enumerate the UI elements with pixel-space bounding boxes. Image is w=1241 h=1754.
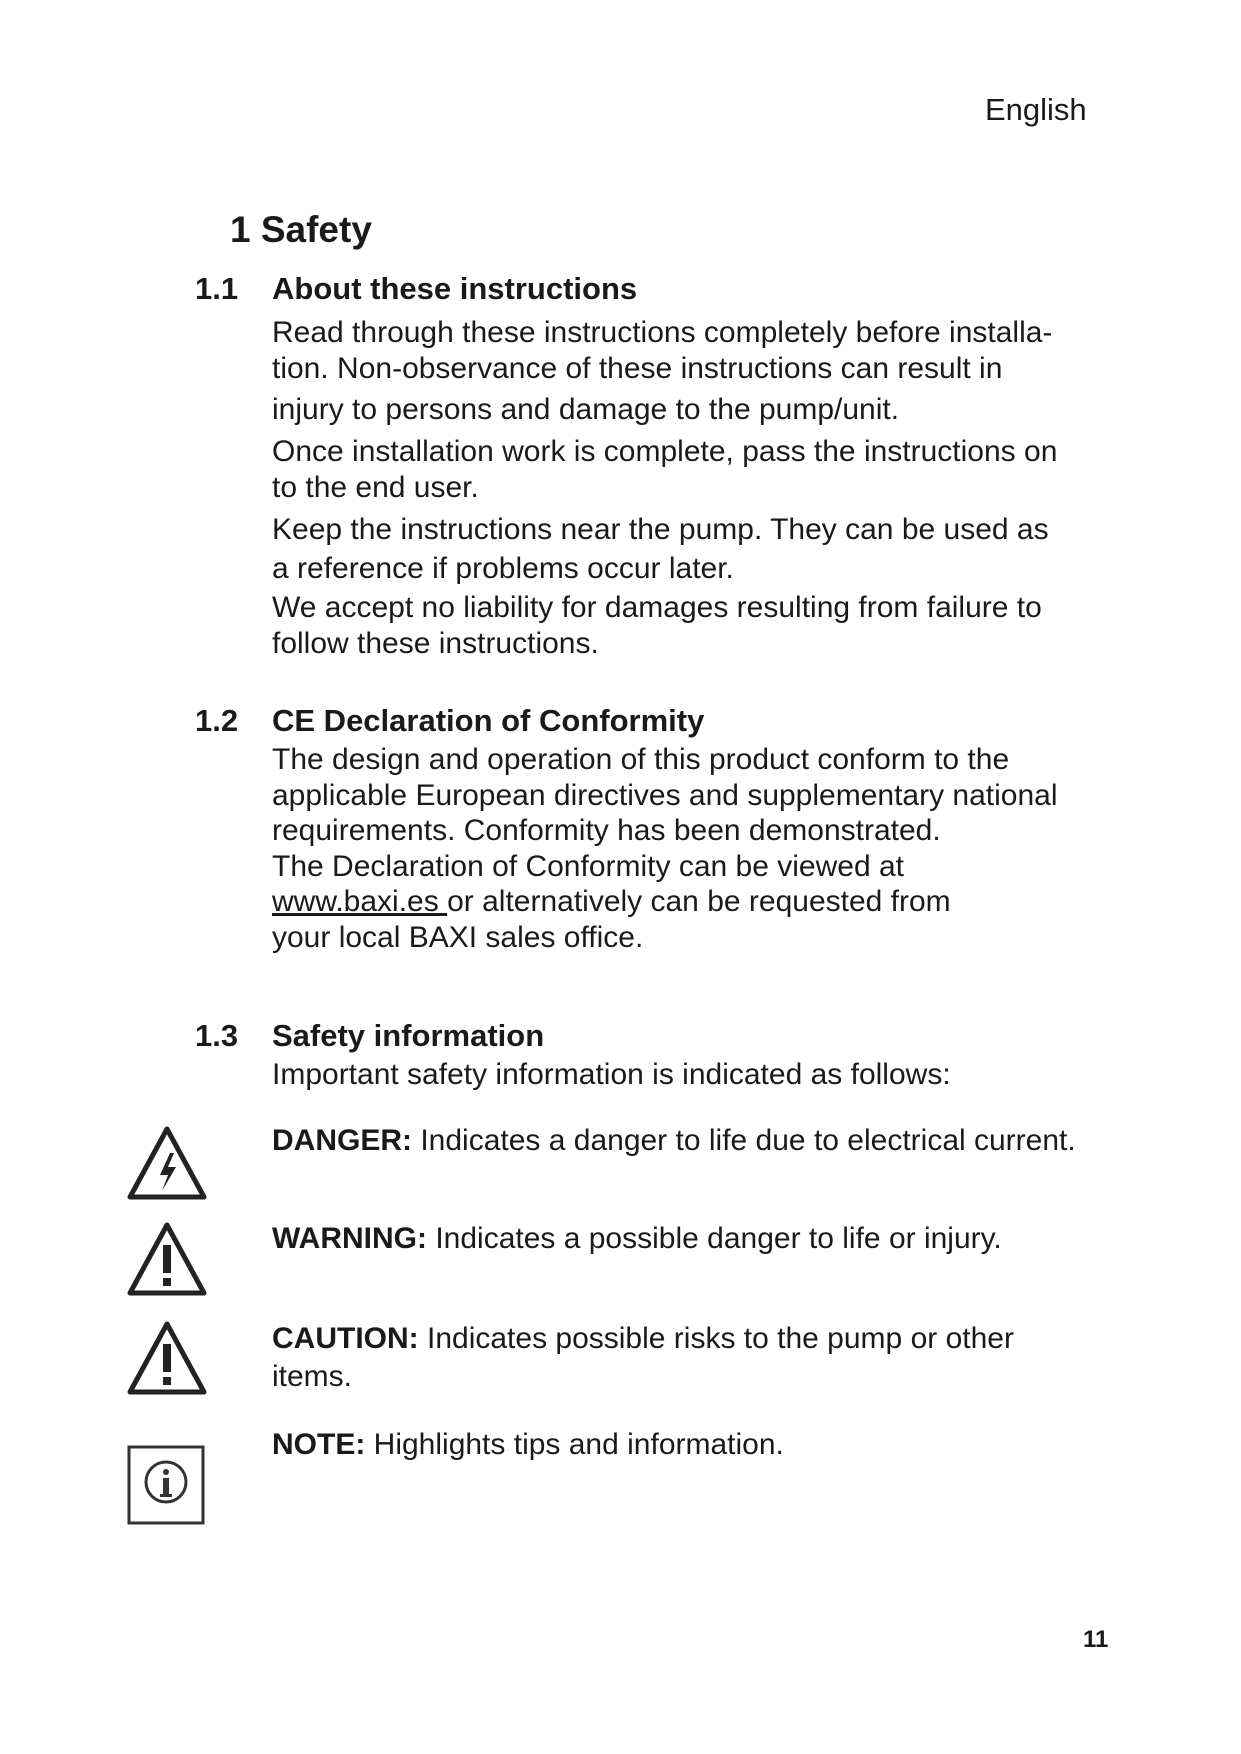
section-title-ce: CE Declaration of Conformity — [272, 703, 705, 738]
info-icon — [126, 1444, 206, 1526]
section-title-safety-info: Safety information — [272, 1018, 545, 1053]
electrical-danger-icon — [126, 1125, 208, 1201]
section-title-about: About these instructions — [272, 271, 638, 306]
warning-label: WARNING: — [272, 1222, 427, 1255]
page-number: 11 — [1083, 1626, 1109, 1653]
note-label: NOTE: — [272, 1428, 366, 1461]
warning-icon — [126, 1221, 208, 1297]
language-label: English — [985, 92, 1087, 127]
notice-danger: DANGER: Indicates a danger to life due to electrical current. — [272, 1124, 1076, 1157]
paragraph-read-through: Read through these instructions completely before installa- tion. Non-observance of these instructions can result in injury to persons and damage to the pump/unit. — [272, 316, 1053, 426]
section-number-1-3: 1.3 — [195, 1018, 239, 1053]
notice-caution: CAUTION: Indicates possible risks to the pump or other items. — [272, 1322, 1014, 1393]
safety-intro: Important safety information is indicated as follows: — [272, 1058, 951, 1091]
danger-label: DANGER: — [272, 1124, 412, 1157]
paragraph-liability: We accept no liability for damages resulting from failure to follow these instructions. — [272, 591, 1042, 660]
caution-icon — [126, 1320, 208, 1396]
baxi-website-link[interactable]: www.baxi.es — [272, 885, 448, 918]
notice-note: NOTE: Highlights tips and information. — [272, 1428, 784, 1461]
chapter-title: 1 Safety — [230, 209, 372, 250]
caution-label: CAUTION: — [272, 1322, 419, 1355]
paragraph-keep-instructions: Keep the instructions near the pump. They can be used as a reference if problems occur later. — [272, 513, 1049, 585]
section-number-1-1: 1.1 — [195, 271, 239, 306]
paragraph-ce-declaration: The design and operation of this product conform to the applicable European directives and supplementary national requirements. Conformity has been demonstrated. The Declaration of Conformity can be viewed at www.baxi.es or alternatively can be requested from your local BAXI sales office. — [272, 743, 1058, 954]
notice-warning: WARNING: Indicates a possible danger to life or injury. — [272, 1222, 1002, 1255]
section-number-1-2: 1.2 — [195, 703, 239, 738]
paragraph-installation-complete: Once installation work is complete, pass the instructions on to the end user. — [272, 435, 1058, 504]
